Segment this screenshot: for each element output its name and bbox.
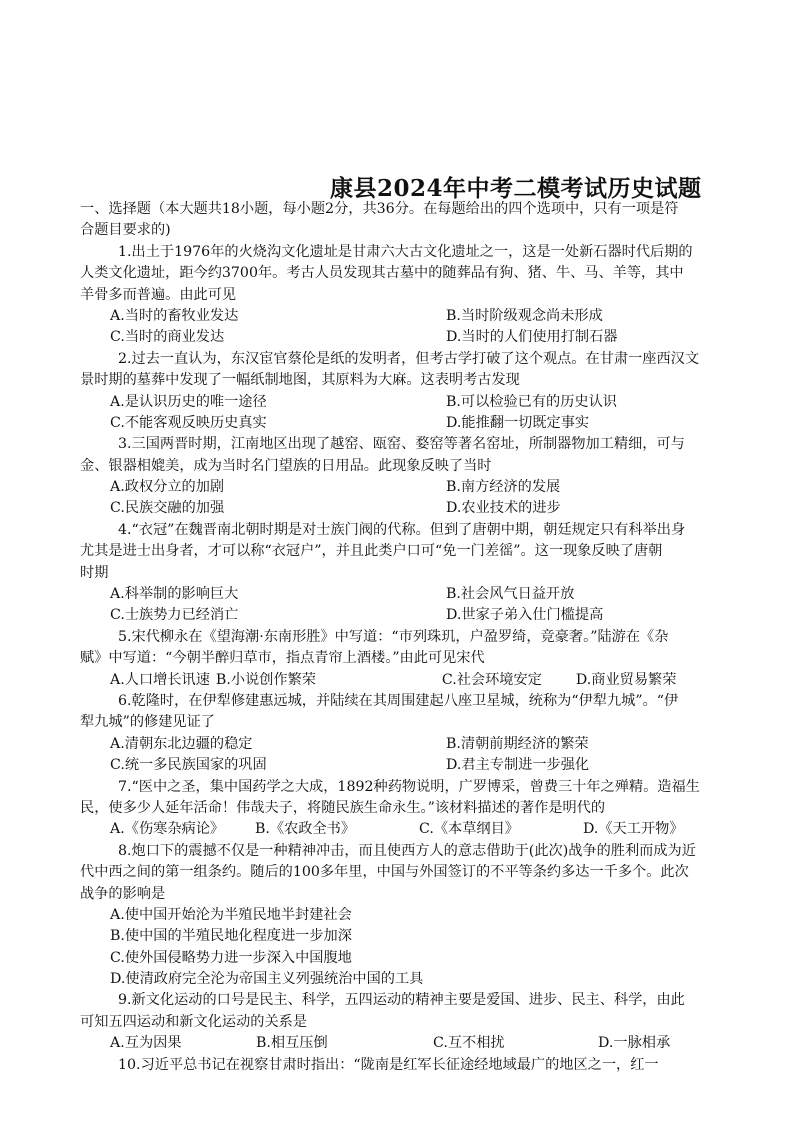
question-stem: 犁九城”的修建见证了 [80, 714, 215, 731]
section-heading: 一、选择题（本大题共18小题，每小题2分，共36分。在每题给出的四个选项中，只有一项是符 [80, 201, 679, 217]
question-stem: 8.炮口下的震撼不仅是一种精神冲击，而且使西方人的意志借助于(此次)战争的胜利而成为近 [118, 842, 696, 859]
option-a: A.是认识历史的唯一途径 [110, 393, 267, 410]
option-c: C.不能客观反映历史真实 [110, 414, 267, 431]
option-a: A.人口增长讯速 [110, 671, 210, 688]
option-a: A.互为因果 [110, 1035, 182, 1052]
option-row [80, 306, 730, 327]
question-stem: 5.宋代柳永在《望海潮·东南形胜》中写道：“市列珠玑，户盈罗绮，竞豪奢。”陆游在《杂 [118, 628, 669, 645]
option-d: D.君主专制进一步强化 [446, 757, 590, 774]
option-d: D.能推翻一切既定事实 [446, 414, 590, 431]
option-row [80, 670, 730, 691]
option-c: C.民族交融的加强 [110, 500, 225, 517]
question-10 [80, 1055, 730, 1076]
option-d: D.《天工开物》 [583, 821, 684, 838]
question-5 [80, 627, 730, 691]
option-b: B.可以检验已有的历史认识 [446, 393, 617, 410]
option-d: D.使清政府完全沦为帝国主义列强统治中国的工具 [110, 971, 424, 988]
question-stem: 4.“衣冠”在魏晋南北朝时期是对士族门阀的代称。但到了唐朝中期，朝廷规定只有科举出身 [118, 521, 686, 538]
question-9 [80, 990, 730, 1054]
question-stem: 赋》中写道：“今朝半醉归草市，指点青帘上酒楼。”由此可见宋代 [80, 650, 485, 667]
question-stem: 7.“医中之圣，集中国药学之大成，1892种药物说明，广罗博采，曾费三十年之殚精。造福生 [118, 778, 700, 795]
option-c: C.《本草纲目》 [419, 821, 519, 838]
question-stem: 10.习近平总书记在视察甘肃时指出：“陇南是红军长征途经地域最广的地区之一，红一 [118, 1056, 659, 1073]
option-d: D.世家子弟入仕门槛提高 [446, 607, 604, 624]
question-stem: 民，使多少人延年活命！伟哉夫子，将随民族生命永生。”该材料描述的著作是明代的 [80, 799, 606, 816]
option-d: D.一脉相承 [598, 1035, 671, 1052]
option-a: A.使中国开始沦为半殖民地半封建社会 [110, 906, 352, 923]
option-d: D.农业技术的进步 [446, 500, 561, 517]
exam-content [80, 199, 730, 1076]
option-row [80, 755, 730, 776]
question-stem: 尤其是进士出身者，才可以称“衣冠户”，并且此类户口可“免一门差徭”。这一现象反映了唐朝 [80, 543, 663, 560]
option-row [80, 734, 730, 755]
question-stem: 羊骨多而普遍。由此可见 [80, 286, 237, 303]
option-d: D.商业贸易繁荣 [575, 671, 677, 688]
option-b: B.相互压倒 [256, 1035, 328, 1052]
option-c: C.社会环境安定 [441, 671, 542, 688]
question-stem: 3.三国两晋时期，江南地区出现了越窑、瓯窑、婺窑等著名窑址，所制器物加工精细，可与 [118, 436, 685, 453]
question-4 [80, 520, 730, 627]
option-row [80, 392, 730, 413]
question-stem: 6.乾隆时，在伊犁修建惠远城，并陆续在其周围建起八座卫星城，统称为“伊犁九城”。“伊 [118, 692, 679, 709]
option-a: A.清朝东北边疆的稳定 [110, 735, 253, 752]
option-row [80, 327, 730, 348]
option-a: A.当时的畜牧业发达 [110, 307, 239, 324]
option-row [80, 498, 730, 519]
section-heading-cont: 合题目要求的) [80, 222, 171, 239]
question-6 [80, 691, 730, 777]
question-stem: 人类文化遗址，距今约3700年。考古人员发现其古墓中的随葬品有狗、猪、牛、马、羊等，其中 [80, 265, 684, 282]
option-b: B.《农政全书》 [255, 821, 356, 838]
option-c: C.互不相扰 [433, 1035, 505, 1052]
option-b: B.清朝前期经济的繁荣 [446, 735, 589, 752]
option-b: B.南方经济的发展 [446, 479, 561, 496]
question-stem: 景时期的墓葬中发现了一幅纸制地图，其原料为大麻。这表明考古发现 [80, 372, 520, 389]
question-1 [80, 242, 730, 349]
option-c: C.士族势力已经消亡 [110, 607, 239, 624]
question-3 [80, 434, 730, 520]
option-row [80, 477, 730, 498]
question-8 [80, 841, 730, 991]
question-stem: 时期 [80, 564, 109, 581]
question-stem: 战争的影响是 [80, 885, 166, 902]
option-a: A.科举制的影响巨大 [110, 586, 239, 603]
option-c: C.统一多民族国家的巩固 [110, 757, 267, 774]
option-d: D.当时的人们使用打制石器 [446, 329, 618, 346]
question-stem: 1.出土于1976年的火烧沟文化遗址是甘肃六大古文化遗址之一，这是一处新石器时代后期的 [118, 243, 693, 260]
option-a: A.政权分立的加剧 [110, 479, 225, 496]
option-row [80, 1033, 730, 1054]
option-b: B.使中国的半殖民地化程度进一步加深 [110, 928, 352, 945]
option-row [80, 413, 730, 434]
option-c: C.当时的商业发达 [110, 329, 225, 346]
option-b: B.当时阶级观念尚未形成 [446, 307, 603, 324]
question-stem: 2.过去一直认为，东汉宦官蔡伦是纸的发明者，但考古学打破了这个观点。在甘肃一座西汉文 [118, 350, 700, 367]
option-row [80, 605, 730, 626]
option-row [80, 819, 730, 840]
question-stem: 金、银器相媲美，成为当时名门望族的日用品。此现象反映了当时 [80, 457, 492, 474]
option-c: C.使外国侵略势力进一步深入中国腹地 [110, 949, 352, 966]
question-stem: 可知五四运动和新文化运动的关系是 [80, 1013, 308, 1030]
question-7 [80, 777, 730, 841]
exam-title: 康县2024年中考二模考试历史试题 [330, 175, 702, 202]
question-2 [80, 349, 730, 435]
question-stem: 9.新文化运动的口号是民主、科学，五四运动的精神主要是爱国、进步、民主、科学，由此 [118, 992, 685, 1009]
option-b: B.社会风气日益开放 [446, 586, 575, 603]
option-a: A.《伤寒杂病论》 [110, 821, 225, 838]
option-b: B.小说创作繁荣 [215, 671, 316, 688]
option-row [80, 584, 730, 605]
question-stem: 代中西之间的第一组条约。随后的100多年里，中国与外国签订的不平等条约多达一千多个。此次 [80, 864, 689, 881]
